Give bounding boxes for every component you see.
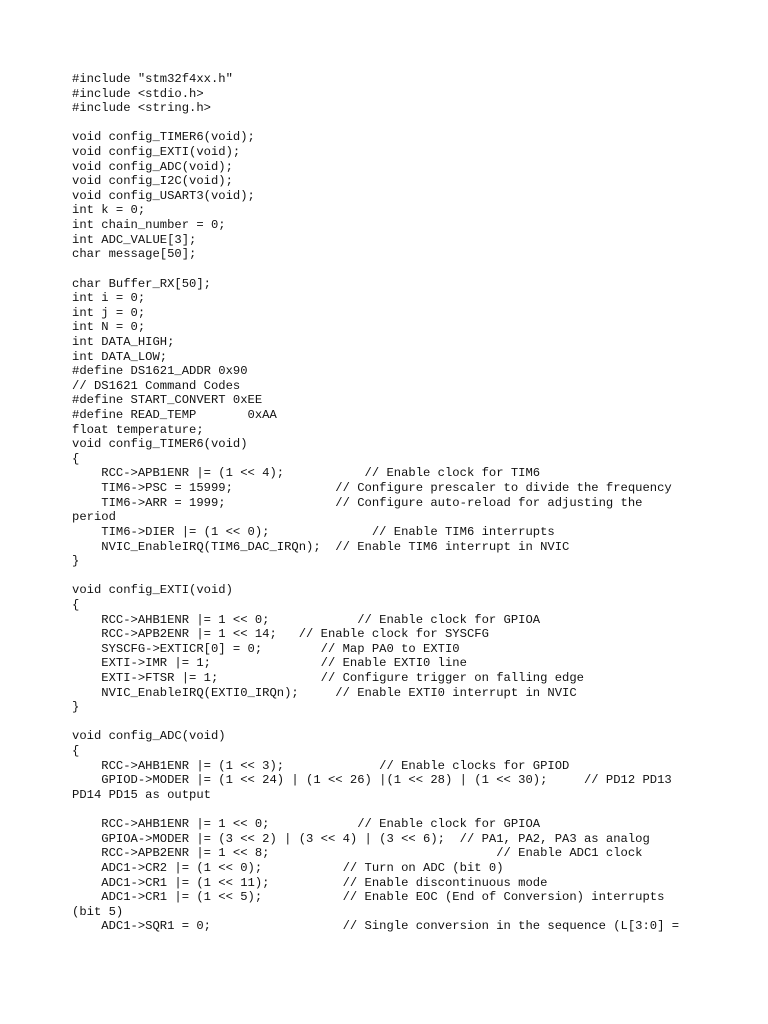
code-line: TIM6->ARR = 1999; // Configure auto-reload for adjusting the <box>72 495 643 510</box>
code-line: float temperature; <box>72 422 204 437</box>
code-line: #include "stm32f4xx.h" <box>72 72 233 86</box>
code-line: RCC->AHB1ENR |= 1 << 0; // Enable clock for GPIOA <box>72 817 541 832</box>
code-line: { <box>72 744 80 759</box>
code-line: RCC->APB1ENR |= (1 << 4); // Enable clock for TIM6 <box>72 466 541 481</box>
code-line: int N = 0; <box>72 320 146 335</box>
code-line: #define READ_TEMP 0xAA <box>72 408 277 423</box>
code-line: RCC->AHB1ENR |= 1 << 0; // Enable clock for GPIOA <box>72 612 541 627</box>
code-line <box>72 802 712 817</box>
code-line: // DS1621 Command Codes <box>72 378 241 393</box>
code-line <box>72 262 712 277</box>
code-line: GPIOA->MODER |= (3 << 2) | (3 << 4) | (3 << 6); // PA1, PA2, PA3 as analog <box>72 831 650 846</box>
code-line <box>72 116 712 131</box>
code-line: { <box>72 597 80 612</box>
code-line: GPIOD->MODER |= (1 << 24) | (1 << 26) |(1 << 28) | (1 << 30); // PD12 PD13 <box>72 773 672 788</box>
code-line: } <box>72 554 80 569</box>
code-line: TIM6->DIER |= (1 << 0); // Enable TIM6 interrupts <box>72 524 555 539</box>
code-line: int i = 0; <box>72 291 146 306</box>
code-line: int k = 0; <box>72 203 146 218</box>
code-line: RCC->APB2ENR |= 1 << 8; // Enable ADC1 clock <box>72 846 643 861</box>
code-line: void config_USART3(void); <box>72 188 255 203</box>
code-line: TIM6->PSC = 15999; // Configure prescaler to divide the frequency <box>72 481 672 496</box>
code-line: char Buffer_RX[50]; <box>72 276 211 291</box>
code-line: RCC->AHB1ENR |= (1 << 3); // Enable clocks for GPIOD <box>72 758 570 773</box>
code-line: ADC1->CR1 |= (1 << 5); // Enable EOC (End of Conversion) interrupts <box>72 890 665 905</box>
code-line: int j = 0; <box>72 305 146 320</box>
code-line: #define START_CONVERT 0xEE <box>72 393 263 408</box>
code-line: void config_EXTI(void); <box>72 145 241 160</box>
code-line: int ADC_VALUE[3]; <box>72 232 197 247</box>
code-line: ADC1->SQR1 = 0; // Single conversion in the sequence (L[3:0] = <box>72 919 680 934</box>
code-line: int DATA_HIGH; <box>72 334 175 349</box>
code-listing <box>72 72 712 934</box>
code-line: NVIC_EnableIRQ(EXTI0_IRQn); // Enable EXTI0 interrupt in NVIC <box>72 685 577 700</box>
code-line: { <box>72 451 80 466</box>
code-line: } <box>72 700 80 715</box>
code-line: #define DS1621_ADDR 0x90 <box>72 364 248 379</box>
code-line: void config_TIMER6(void) <box>72 437 248 452</box>
code-line: void config_EXTI(void) <box>72 583 233 598</box>
code-line: (bit 5) <box>72 904 124 919</box>
code-line: void config_ADC(void); <box>72 159 233 174</box>
code-line: void config_TIMER6(void); <box>72 130 255 145</box>
code-line <box>72 569 712 584</box>
code-line: int chain_number = 0; <box>72 218 226 233</box>
code-line: #include <string.h> <box>72 101 211 116</box>
code-line: EXTI->IMR |= 1; // Enable EXTI0 line <box>72 656 467 671</box>
code-line <box>72 715 712 730</box>
code-line: ADC1->CR2 |= (1 << 0); // Turn on ADC (bit 0) <box>72 860 504 875</box>
code-line: SYSCFG->EXTICR[0] = 0; // Map PA0 to EXTI0 <box>72 641 460 656</box>
code-line: char message[50]; <box>72 247 197 262</box>
code-line: period <box>72 510 116 525</box>
code-line: EXTI->FTSR |= 1; // Configure trigger on falling edge <box>72 670 584 685</box>
code-line: void config_I2C(void); <box>72 174 233 189</box>
code-line: int DATA_LOW; <box>72 349 168 364</box>
code-line: PD14 PD15 as output <box>72 787 211 802</box>
code-line: #include <stdio.h> <box>72 86 204 101</box>
code-line: RCC->APB2ENR |= 1 << 14; // Enable clock for SYSCFG <box>72 627 489 642</box>
code-line: NVIC_EnableIRQ(TIM6_DAC_IRQn); // Enable TIM6 interrupt in NVIC <box>72 539 570 554</box>
code-line: ADC1->CR1 |= (1 << 11); // Enable discontinuous mode <box>72 875 548 890</box>
code-line: void config_ADC(void) <box>72 729 226 744</box>
